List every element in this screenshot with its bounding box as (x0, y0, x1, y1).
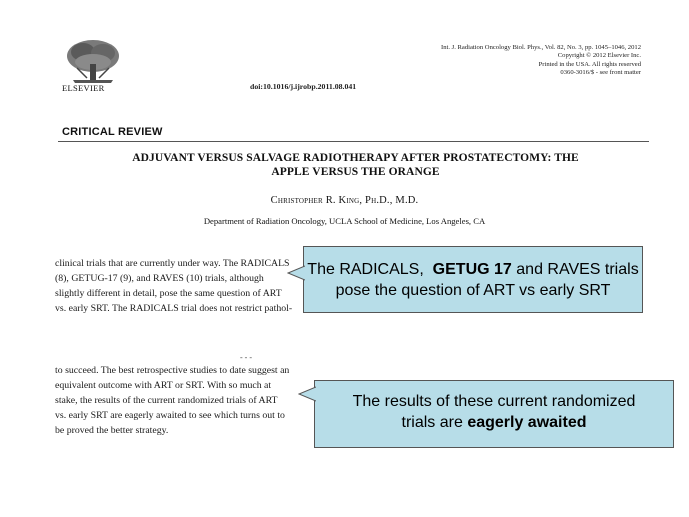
excerpt-line: vs. early SRT are eagerly awaited to see which turns out to (55, 410, 285, 421)
callout-results (314, 380, 674, 448)
callout-line (315, 412, 673, 433)
excerpt-line: slightly different in detail, pose the same question of ART (55, 288, 282, 299)
section-heading: CRITICAL REVIEW (62, 126, 163, 138)
excerpt-upper (55, 256, 295, 316)
callout-emphasis: GETUG 17 (432, 261, 512, 278)
excerpt-line: stake, the results of the current randomized trials of ART (55, 395, 278, 406)
article-title (62, 151, 649, 179)
callout-text: trials are (401, 414, 463, 431)
callout-line: pose the question of ART vs early SRT (335, 282, 611, 299)
journal-line: 0360-3016/$ - see front matter (560, 69, 641, 77)
callout-line (304, 259, 642, 280)
affiliation: Department of Radiation Oncology, UCLA School of Medicine, Los Angeles, CA (203, 216, 486, 226)
callout-line: The results of these current randomized (352, 393, 636, 410)
section-divider (58, 141, 649, 142)
journal-line: Copyright © 2012 Elsevier Inc. (557, 52, 641, 60)
excerpt-line: vs. early SRT. The RADICALS trial does not restrict pathol- (55, 303, 293, 314)
callout-emphasis: eagerly awaited (467, 414, 587, 431)
journal-line: Int. J. Radiation Oncology Biol. Phys., Vol. 82, No. 3, pp. 1045–1046, 2012 (441, 44, 641, 51)
excerpt-cut-mark: - - - (240, 353, 252, 362)
callout-text: and RAVES trials (516, 261, 639, 278)
publisher-name: ELSEVIER (62, 83, 105, 93)
excerpt-line: to succeed. The best retrospective studies to date suggest an (55, 365, 290, 376)
excerpt-line: (8), GETUG-17 (9), and RAVES (10) trials, although (55, 273, 264, 284)
excerpt-line: be proved the better strategy. (55, 425, 169, 436)
title-line: APPLE VERSUS THE ORANGE (271, 166, 440, 178)
callout-pointer (287, 263, 305, 283)
journal-citation (441, 44, 641, 78)
doi: doi:10.1016/j.ijrobp.2011.08.041 (250, 82, 357, 91)
excerpt-lower (55, 363, 295, 438)
callout-pointer (298, 384, 316, 404)
journal-line: Printed in the USA. All rights reserved (538, 60, 641, 68)
excerpt-line: equivalent outcome with ART or SRT. With so much at (55, 380, 272, 391)
callout-trials (303, 246, 643, 313)
title-line: ADJUVANT VERSUS SALVAGE RADIOTHERAPY AFTER PROSTATECTOMY: THE (132, 152, 579, 164)
author: Christopher R. King, Ph.D., M.D. (270, 195, 419, 206)
excerpt-line: clinical trials that are currently under way. The RADICALS (55, 258, 290, 269)
callout-text: The RADICALS, (307, 261, 424, 278)
